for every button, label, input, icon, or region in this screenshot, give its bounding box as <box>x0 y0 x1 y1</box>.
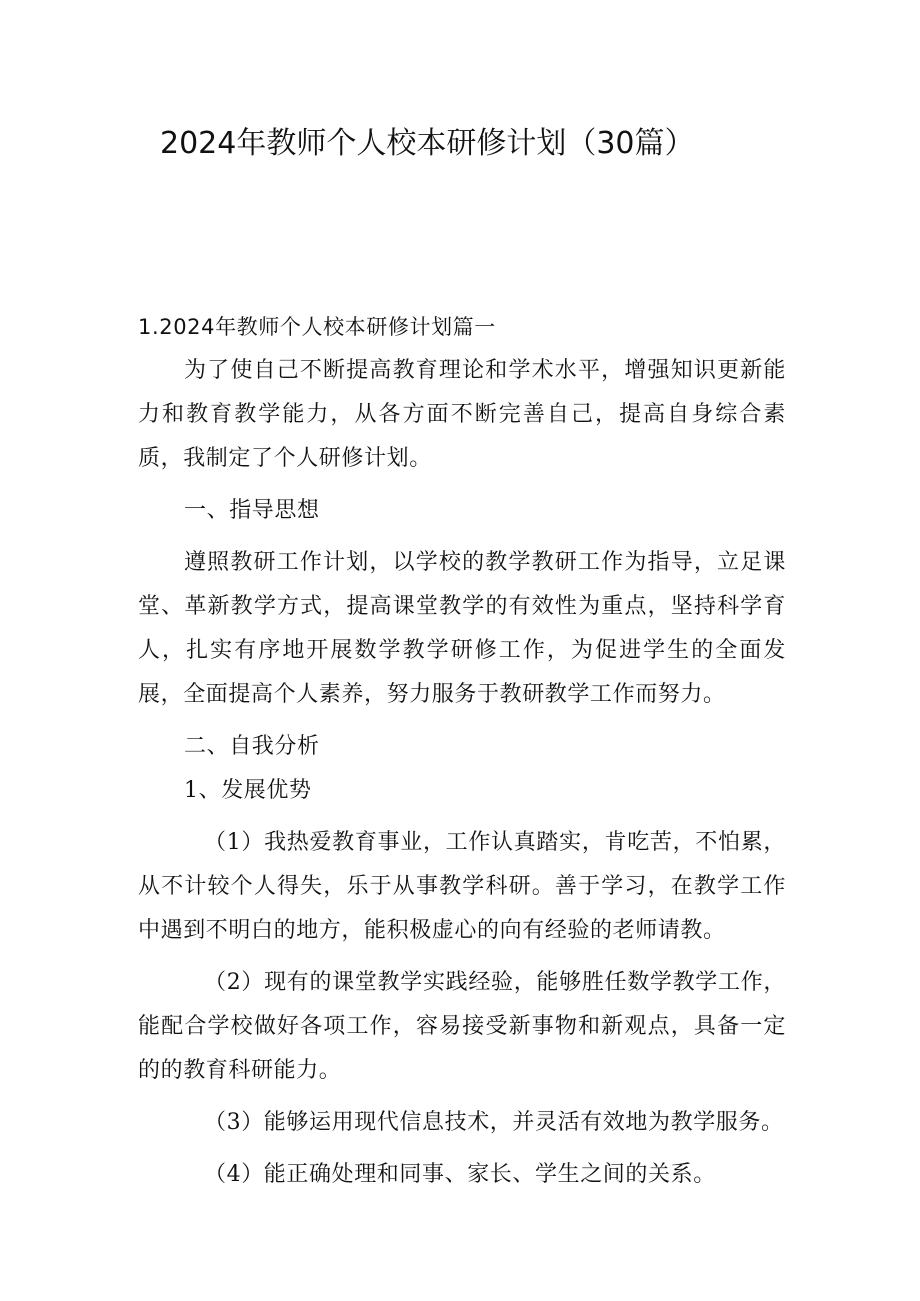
advantage-item-1: （1）我热爱教育事业，工作认真踏实，肯吃苦，不怕累，从不计较个人得失，乐于从事教学科研。善于学习，在教学工作中遇到不明白的地方，能积极虚心的向有经验的老师请教。 <box>138 830 786 943</box>
section-heading-self-analysis: 二、自我分析 <box>184 734 320 759</box>
intro-paragraph: 为了使自己不断提高教育理论和学术水平，增强知识更新能力和教育教学能力，从各方面不断完善自己，提高自身综合素质，我制定了个人研修计划。 <box>138 358 786 471</box>
advantage-item-3: （3）能够运用现代信息技术，并灵活有效地为教学服务。 <box>204 1110 784 1135</box>
section-one-paragraph: 遵照教研工作计划，以学校的教学教研工作为指导，立足课堂、革新教学方式，提高课堂教学的有效性为重点，坚持科学育人，扎实有序地开展数学教学研修工作，为促进学生的全面发展，全面提高个人素养，努力服务于教研教学工作而努力。 <box>138 550 786 707</box>
advantage-item-2: （2）现有的课堂教学实践经验，能够胜任数学教学工作，能配合学校做好各项工作，容易接受新事物和新观点，具备一定的的教育科研能力。 <box>138 970 786 1083</box>
document-title: 2024年教师个人校本研修计划（30篇） <box>160 126 695 161</box>
document-body <box>138 305 786 1197</box>
chapter-heading: 1.2024年教师个人校本研修计划篇一 <box>138 315 496 339</box>
advantage-item-4: （4）能正确处理和同事、家长、学生之间的关系。 <box>204 1162 716 1187</box>
subsection-heading-advantages: 1、发展优势 <box>184 778 312 803</box>
section-heading-guiding-ideology: 一、指导思想 <box>184 498 320 523</box>
